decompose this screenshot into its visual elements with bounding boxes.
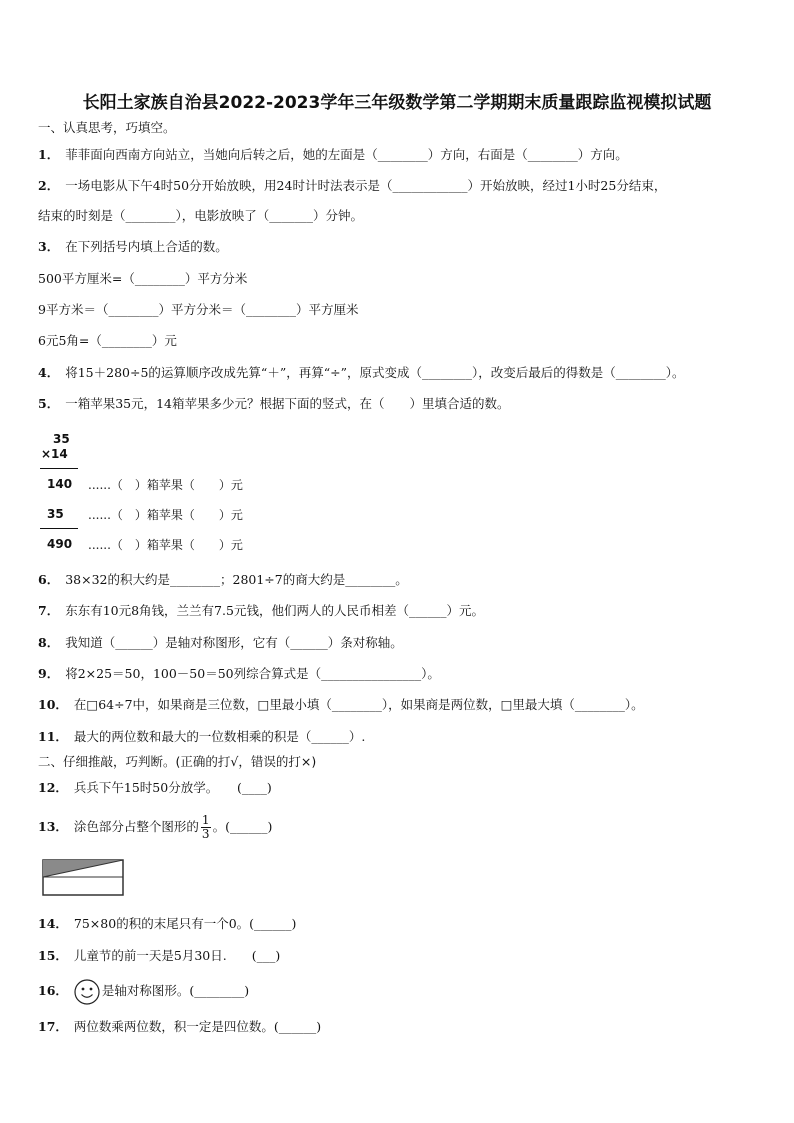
vertical-rule-2 (40, 528, 78, 529)
question-4 (38, 364, 684, 382)
question-17 (38, 1018, 321, 1036)
question-number: 15． (38, 948, 68, 963)
question-number: 17． (38, 1019, 68, 1034)
fraction (201, 814, 211, 841)
question-12 (38, 779, 272, 797)
question-text-pre: 将 (65, 365, 78, 380)
question-number: 6． (38, 572, 60, 587)
smiley-face-icon (74, 979, 100, 1005)
question-number: 8． (38, 635, 60, 650)
question-number: 12． (38, 780, 68, 795)
question-number: 5． (38, 396, 60, 411)
vertical-rule (40, 468, 78, 469)
question-number: 11． (38, 729, 68, 744)
question-1 (38, 146, 628, 164)
question-2-continued: 结束的时刻是（________），电影放映了（_______）分钟。 (38, 208, 364, 223)
question-text: 75×80的积的末尾只有一个0。(______) (73, 916, 297, 931)
question-text: 在□64÷7中，如果商是三位数，□里最小填（________），如果商是两位数，□里最大填（________）。 (73, 697, 644, 712)
question-text: 一场电影从下午4时50分开始放映，用24时计时法表示是（____________）开始放映，经过1小时25分结束， (65, 178, 667, 193)
question-16 (38, 976, 249, 1006)
question-text-post: 的运算顺序改成先算“＋”，再算“÷”，原式变成（________），改变后最后的得数是（________）。 (148, 365, 685, 380)
question-8 (38, 634, 403, 652)
final-product-blank: ......（ ）箱苹果（ ）元 (88, 538, 243, 552)
page-title: 长阳土家族自治县2022-2023学年三年级数学第二学期期末质量跟踪监视模拟试题 (82, 93, 712, 113)
question-number: 2． (38, 178, 60, 193)
partial-product-2-blank: ......（ ）箱苹果（ ）元 (88, 508, 243, 522)
partial-product-1-blank: ......（ ）箱苹果（ ）元 (88, 478, 243, 492)
question-number: 14． (38, 916, 68, 931)
question-3-line-3: 6元5角=（________）元 (38, 333, 177, 348)
question-2 (38, 177, 666, 195)
section-1-heading: 一、认真思考，巧填空。 (38, 120, 176, 135)
shaded-rectangle-figure (42, 859, 126, 897)
question-14 (38, 915, 296, 933)
question-number: 9． (38, 666, 60, 681)
question-text-pre: 涂色部分占整个图形的 (73, 819, 199, 834)
question-13 (38, 813, 272, 841)
question-number: 1． (38, 147, 60, 162)
fraction-numerator: 1 (201, 813, 210, 827)
question-number: 16． (38, 983, 68, 998)
question-number: 3． (38, 239, 60, 254)
question-11 (38, 728, 365, 746)
question-number: 4． (38, 365, 60, 380)
question-number: 10． (38, 697, 68, 712)
question-text: 儿童节的前一天是5月30日. (___) (73, 948, 281, 963)
question-text: 将2×25＝50，100－50＝50列综合算式是（________________）。 (65, 666, 440, 681)
final-product: 490 (47, 537, 73, 551)
partial-product-1: 140 (47, 477, 73, 491)
question-5 (38, 395, 510, 413)
math-expression: 15＋280÷5 (77, 365, 149, 380)
question-7 (38, 602, 484, 620)
question-9 (38, 665, 440, 683)
question-number: 13． (38, 819, 68, 834)
question-text-post: 。(______) (212, 819, 273, 834)
question-text: 是轴对称图形。(________) (101, 983, 250, 998)
question-6 (38, 571, 408, 589)
question-number: 7． (38, 603, 60, 618)
question-3 (38, 238, 228, 256)
fraction-denominator: 3 (201, 827, 210, 841)
question-10 (38, 696, 644, 714)
question-text: 在下列括号内填上合适的数。 (65, 239, 228, 254)
question-text: 一箱苹果35元，14箱苹果多少元？根据下面的竖式，在（ ）里填合适的数。 (65, 396, 510, 411)
vertical-multiplier: ×14 (41, 447, 68, 461)
question-text: 最大的两位数和最大的一位数相乘的积是（______）. (73, 729, 366, 744)
question-text: 38×32的积大约是________；2801÷7的商大约是________。 (65, 572, 408, 587)
section-2-heading: 二、仔细推敲，巧判断。(正确的打√，错误的打×) (38, 754, 317, 769)
vertical-multiplicand: 35 (53, 432, 70, 446)
question-text: 两位数乘两位数，积一定是四位数。(______) (73, 1019, 322, 1034)
question-text: 兵兵下午15时50分放学。 (____) (73, 780, 272, 795)
partial-product-2: 35 (47, 507, 64, 521)
question-text: 东东有10元8角钱，兰兰有7.5元钱，他们两人的人民币相差（______）元。 (65, 603, 484, 618)
question-text: 我知道（______）是轴对称图形，它有（______）条对称轴。 (65, 635, 403, 650)
question-text: 菲菲面向西南方向站立，当她向后转之后，她的左面是（________）方向，右面是（________）方向。 (65, 147, 628, 162)
question-3-line-2: 9平方米＝（________）平方分米＝（________）平方厘米 (38, 302, 359, 317)
question-15 (38, 947, 280, 965)
question-3-line-1: 500平方厘米=（________）平方分米 (38, 271, 248, 286)
